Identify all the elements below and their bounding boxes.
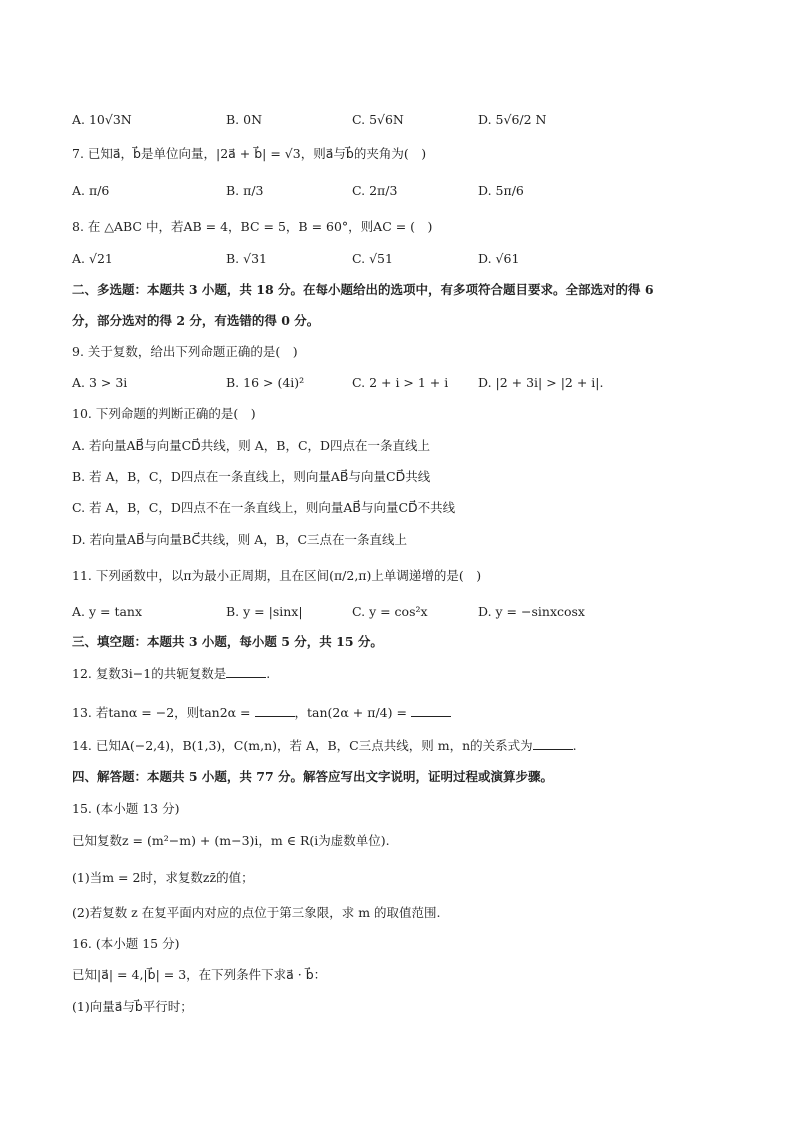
q14-answer-blank bbox=[533, 737, 573, 750]
q8-option-a: A. √21 bbox=[72, 251, 113, 266]
q6-options bbox=[72, 110, 732, 130]
q16-part-1: (1)向量a⃗与b⃗平行时； bbox=[72, 999, 193, 1014]
q11-options bbox=[72, 602, 732, 622]
q7-options bbox=[72, 181, 732, 201]
q14-end: . bbox=[572, 738, 577, 753]
q7-option-b: B. π/3 bbox=[226, 183, 264, 198]
q8-option-d: D. √61 bbox=[478, 251, 520, 266]
q10-stem: 10. 下列命题的判断正确的是( ) bbox=[72, 406, 256, 421]
q13-mid: ，tan(2α + π/4) = bbox=[294, 705, 411, 720]
q15-stem: 已知复数z = (m²−m) + (m−3)i，m ∈ R(i为虚数单位). bbox=[72, 833, 390, 848]
q13-answer-blank-1 bbox=[255, 704, 295, 717]
q11-option-a: A. y = tanx bbox=[72, 604, 143, 619]
q9-options bbox=[72, 373, 732, 393]
q9-option-d: D. |2 + 3i| > |2 + i|. bbox=[478, 375, 604, 390]
q16-stem: 已知|a⃗| = 4,|b⃗| = 3，在下列条件下求a⃗ · b⃗： bbox=[72, 967, 327, 982]
q9-option-b: B. 16 > (4i)² bbox=[226, 375, 305, 390]
q11-option-d: D. y = −sinxcosx bbox=[478, 604, 585, 619]
q7-option-a: A. π/6 bbox=[72, 183, 110, 198]
q11-stem: 11. 下列函数中，以π为最小正周期，且在区间(π/2,π)上单调递增的是( ) bbox=[72, 568, 482, 583]
section-2-heading: 二、多选题：本题共 3 小题，共 18 分。在每小题给出的选项中，有多项符合题目要求。全部选对的得 6 bbox=[72, 282, 654, 297]
q14-text: 14. 已知A(−2,4)，B(1,3)，C(m,n)，若 A，B，C三点共线，则 m，n的关系式为 bbox=[72, 738, 533, 753]
q6-option-b: B. 0N bbox=[226, 112, 263, 127]
q12-text: 12. 复数3i−1的共轭复数是 bbox=[72, 666, 227, 681]
q12 bbox=[72, 665, 734, 683]
q12-end: . bbox=[266, 666, 271, 681]
q15-part-1: (1)当m = 2时，求复数zz̄的值； bbox=[72, 870, 254, 885]
q11-option-c: C. y = cos²x bbox=[352, 604, 428, 619]
q7-stem: 7. 已知a⃗，b⃗是单位向量，|2a⃗ + b⃗| = √3，则a⃗与b⃗的夹角为( ) bbox=[72, 146, 427, 161]
q11-option-b: B. y = |sinx| bbox=[226, 604, 303, 619]
section-3-heading: 三、填空题：本题共 3 小题，每小题 5 分，共 15 分。 bbox=[72, 634, 383, 649]
q13 bbox=[72, 704, 734, 722]
q8-option-b: B. √31 bbox=[226, 251, 268, 266]
q9-option-c: C. 2 + i > 1 + i bbox=[352, 375, 449, 390]
q6-option-d: D. 5√6/2 N bbox=[478, 112, 547, 127]
q7-option-c: C. 2π/3 bbox=[352, 183, 398, 198]
q7-option-d: D. 5π/6 bbox=[478, 183, 524, 198]
q6-option-a: A. 10√3N bbox=[72, 112, 132, 127]
q8-options bbox=[72, 249, 732, 269]
q15-header: 15. (本小题 13 分) bbox=[72, 801, 180, 816]
q12-answer-blank bbox=[226, 665, 266, 678]
q16-header: 16. (本小题 15 分) bbox=[72, 936, 180, 951]
section-4-heading: 四、解答题：本题共 5 小题，共 77 分。解答应写出文字说明，证明过程或演算步骤。 bbox=[72, 769, 554, 784]
q15-part-2: (2)若复数 z 在复平面内对应的点位于第三象限，求 m 的取值范围. bbox=[72, 905, 441, 920]
q13-answer-blank-2 bbox=[411, 704, 451, 717]
q8-option-c: C. √51 bbox=[352, 251, 393, 266]
q10-option-b: B. 若 A，B，C，D四点在一条直线上，则向量AB⃗与向量CD⃗共线 bbox=[72, 469, 431, 484]
q10-option-c: C. 若 A，B，C，D四点不在一条直线上，则向量AB⃗与向量CD⃗不共线 bbox=[72, 500, 456, 515]
q13-text: 13. 若tanα = −2，则tan2α = bbox=[72, 705, 255, 720]
q9-option-a: A. 3 > 3i bbox=[72, 375, 128, 390]
q8-stem: 8. 在 △ABC 中，若AB = 4，BC = 5，B = 60°，则AC = ( ) bbox=[72, 219, 433, 234]
section-2-heading-cont: 分，部分选对的得 2 分，有选错的得 0 分。 bbox=[72, 313, 320, 328]
q10-option-a: A. 若向量AB⃗与向量CD⃗共线，则 A，B，C，D四点在一条直线上 bbox=[72, 438, 431, 453]
q14 bbox=[72, 737, 734, 755]
q9-stem: 9. 关于复数，给出下列命题正确的是( ) bbox=[72, 344, 298, 359]
q6-option-c: C. 5√6N bbox=[352, 112, 404, 127]
q10-option-d: D. 若向量AB⃗与向量BC⃗共线，则 A，B，C三点在一条直线上 bbox=[72, 532, 408, 547]
